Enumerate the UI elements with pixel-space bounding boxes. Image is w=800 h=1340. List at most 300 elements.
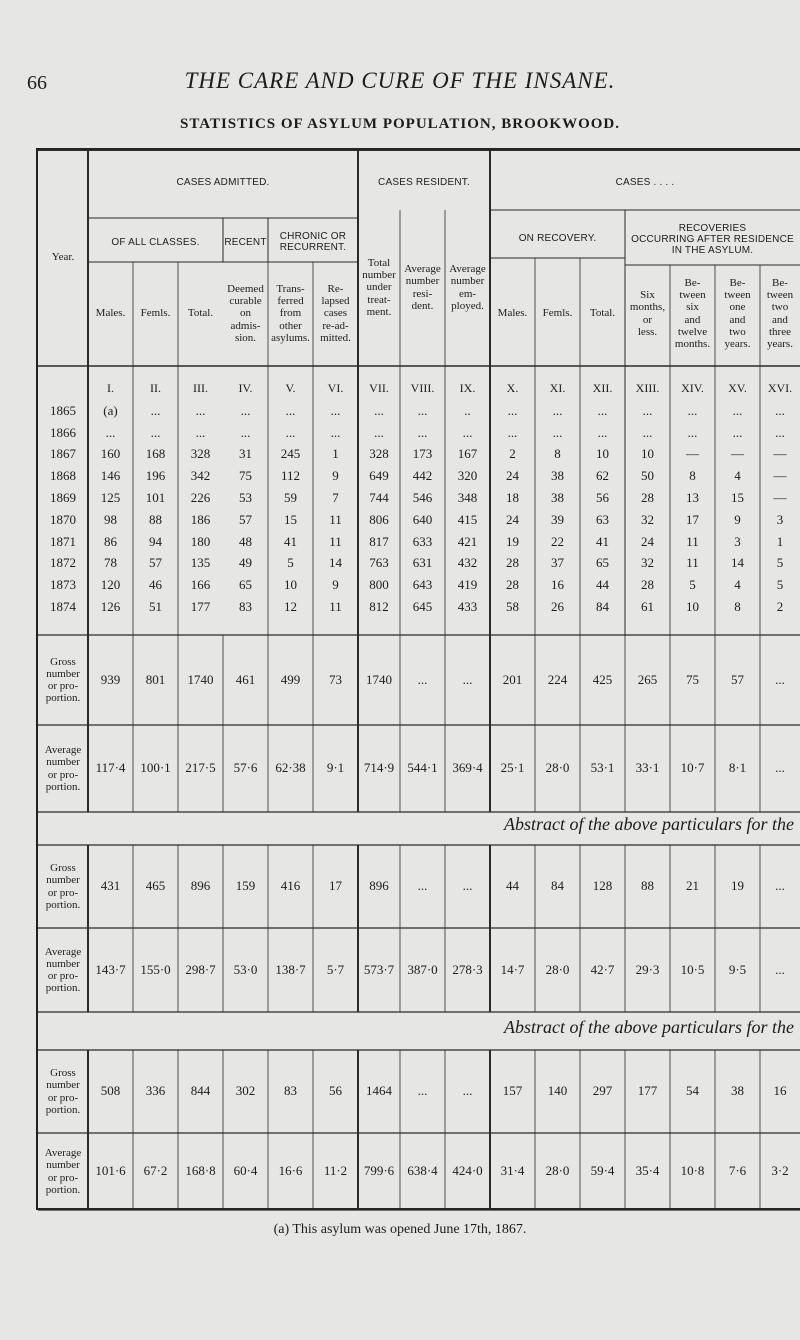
average-cell: 59·4 xyxy=(590,1163,615,1179)
table-cell: 9 xyxy=(734,511,741,527)
table-cell: ... xyxy=(195,424,206,440)
year-cell: 1866 xyxy=(50,424,76,440)
column-numeral-8: VIII. xyxy=(410,381,435,396)
column-header-1: Males. xyxy=(95,307,126,320)
table-cell: 421 xyxy=(457,533,478,549)
gross-cell: 1464 xyxy=(366,1083,392,1099)
table-cell: 546 xyxy=(412,489,433,505)
gross-cell: 84 xyxy=(551,878,564,894)
table-cell: 88 xyxy=(149,511,162,527)
table-cell: 5 xyxy=(776,555,784,571)
table-cell: 167 xyxy=(457,446,478,462)
table-cell: .. xyxy=(464,402,471,418)
average-cell: 11·2 xyxy=(323,1163,348,1179)
table-cell: 226 xyxy=(190,489,211,505)
average-cell: 53·1 xyxy=(590,760,615,776)
gross-cell: 157 xyxy=(502,1083,523,1099)
table-cell: 3 xyxy=(734,533,741,549)
gross-cell: 431 xyxy=(100,878,121,894)
column-numeral-12: XII. xyxy=(592,381,613,396)
table-cell: ... xyxy=(417,402,428,418)
table-cell: 9 xyxy=(332,577,339,593)
table-cell: 806 xyxy=(369,511,389,527)
chronic-or-recurrent-header: CHRONIC OR RECURRENT. xyxy=(279,231,347,253)
gross-number-label: Gross number or pro- portion. xyxy=(45,655,81,705)
average-cell: 62·38 xyxy=(275,760,306,776)
year-cell: 1870 xyxy=(50,511,76,527)
average-cell: 10·7 xyxy=(680,760,705,776)
average-cell: 28·0 xyxy=(545,760,570,776)
average-cell: 35·4 xyxy=(635,1163,660,1179)
table-cell: ... xyxy=(150,402,161,418)
table-cell: 125 xyxy=(100,489,121,505)
gross-cell: 21 xyxy=(686,878,699,894)
table-cell: ... xyxy=(150,424,161,440)
year-cell: 1867 xyxy=(50,446,76,462)
year-cell: 1873 xyxy=(50,577,76,593)
table-cell: 763 xyxy=(369,555,389,571)
average-cell: 42·7 xyxy=(590,961,615,977)
table-cell: 38 xyxy=(551,468,564,484)
table-cell: 101 xyxy=(145,489,166,505)
table-cell: 328 xyxy=(369,446,389,462)
table-cell: 5 xyxy=(287,555,294,571)
table-cell: 7 xyxy=(332,489,339,505)
gross-cell: 336 xyxy=(145,1083,166,1099)
average-cell: 10·5 xyxy=(680,961,705,977)
table-cell: ... xyxy=(105,424,116,440)
average-cell: 9·1 xyxy=(326,760,345,776)
table-cell: ... xyxy=(507,424,518,440)
table-cell: ... xyxy=(642,402,653,418)
average-cell: 31·4 xyxy=(500,1163,525,1179)
column-numeral-7: VII. xyxy=(369,381,389,396)
table-cell: 38 xyxy=(551,489,564,505)
table-cell: (a) xyxy=(103,402,118,418)
table-cell: 177 xyxy=(190,598,211,614)
recoveries-header: RECOVERIES OCCURRING AFTER RESIDENCE IN THE ASYLUM. xyxy=(631,222,794,256)
table-cell: 61 xyxy=(641,598,654,614)
table-cell: 812 xyxy=(369,598,389,614)
column-numeral-6: VI. xyxy=(327,381,344,396)
column-header-5: Trans- ferred from other asylums. xyxy=(271,283,310,344)
gross-cell: 17 xyxy=(329,878,342,894)
average-cell: 217·5 xyxy=(185,760,216,776)
table-cell: 24 xyxy=(641,533,654,549)
column-header-10: Males. xyxy=(497,307,528,320)
table-cell: 86 xyxy=(104,533,117,549)
gross-cell: 896 xyxy=(369,878,389,894)
table-cell: ... xyxy=(597,424,608,440)
average-cell: ... xyxy=(775,760,785,776)
table-cell: 8 xyxy=(554,446,561,462)
table-cell: 800 xyxy=(369,577,389,593)
year-header: Year. xyxy=(51,251,75,264)
table-cell: 14 xyxy=(329,555,342,571)
column-numeral-10: X. xyxy=(506,381,519,396)
table-cell: 11 xyxy=(329,598,342,614)
average-cell: 7·6 xyxy=(728,1163,747,1179)
average-cell: 8·1 xyxy=(728,760,747,776)
column-numeral-14: XIV. xyxy=(681,381,704,396)
gross-cell: 177 xyxy=(637,1083,658,1099)
column-numeral-13: XIII. xyxy=(635,381,660,396)
table-cell: 11 xyxy=(329,533,342,549)
table-cell: — xyxy=(773,446,787,462)
table-cell: ... xyxy=(687,402,698,418)
page-number: 66 xyxy=(27,72,47,94)
average-cell: 155·0 xyxy=(140,961,171,977)
column-header-2: Femls. xyxy=(140,307,171,320)
column-header-15: Be- tween one and two years. xyxy=(724,277,751,350)
average-cell: 5·7 xyxy=(326,961,345,977)
table-cell: ... xyxy=(330,424,341,440)
table-cell: 48 xyxy=(239,533,252,549)
table-cell: 180 xyxy=(190,533,211,549)
average-cell: 28·0 xyxy=(545,1163,570,1179)
running-head: THE CARE AND CURE OF THE INSANE. xyxy=(184,68,616,93)
gross-cell: ... xyxy=(462,671,473,687)
average-cell: 278·3 xyxy=(452,961,483,977)
gross-cell: 159 xyxy=(235,878,256,894)
gross-cell: 88 xyxy=(641,878,654,894)
cases-admitted-header: CASES ADMITTED. xyxy=(176,176,270,188)
of-all-classes-header: OF ALL CLASSES. xyxy=(111,236,200,248)
table-cell: 4 xyxy=(734,577,741,593)
table-cell: ... xyxy=(775,424,785,440)
average-cell: 168·8 xyxy=(185,1163,216,1179)
table-cell: 62 xyxy=(596,468,609,484)
table-cell: — xyxy=(731,446,744,462)
gross-cell: 56 xyxy=(329,1083,342,1099)
table-cell: 3 xyxy=(776,511,784,527)
table-cell: 5 xyxy=(776,577,784,593)
table-cell: ... xyxy=(552,402,563,418)
table-cell: 4 xyxy=(734,468,741,484)
gross-cell: 38 xyxy=(731,1083,744,1099)
table-cell: 84 xyxy=(596,598,609,614)
table-cell: 56 xyxy=(596,489,609,505)
table-cell: ... xyxy=(775,402,785,418)
table-cell: 39 xyxy=(551,511,564,527)
average-cell: 573·7 xyxy=(363,961,395,977)
table-cell: 643 xyxy=(412,577,433,593)
gross-number-label: Gross number or pro- portion. xyxy=(45,862,81,911)
table-cell: 2 xyxy=(776,598,784,614)
gross-cell: 499 xyxy=(280,671,301,687)
table-cell: 32 xyxy=(641,511,654,527)
gross-cell: 425 xyxy=(592,671,613,687)
table-cell: 44 xyxy=(596,577,609,593)
column-header-6: Re- lapsed cases re-ad- mitted. xyxy=(320,283,351,344)
table-cell: 18 xyxy=(506,489,519,505)
table-cell: 10 xyxy=(641,446,654,462)
gross-cell: 896 xyxy=(190,878,211,894)
cases-resident-header: CASES RESIDENT. xyxy=(378,176,470,188)
table-cell: 1 xyxy=(776,533,784,549)
table-cell: ... xyxy=(195,402,206,418)
table-cell: 31 xyxy=(239,446,252,462)
gross-cell: ... xyxy=(775,878,785,894)
table-cell: 41 xyxy=(596,533,609,549)
table-cell: 433 xyxy=(457,598,478,614)
average-cell: 799·6 xyxy=(363,1163,395,1179)
gross-cell: 1740 xyxy=(366,671,392,687)
table-cell: 245 xyxy=(280,446,301,462)
table-cell: 415 xyxy=(457,511,478,527)
average-cell: 369·4 xyxy=(452,760,483,776)
table-cell: 640 xyxy=(412,511,433,527)
table-cell: ... xyxy=(687,424,698,440)
table-cell: 28 xyxy=(506,555,519,571)
column-numeral-16: XVI. xyxy=(767,381,793,396)
table-cell: 26 xyxy=(551,598,564,614)
table-cell: 633 xyxy=(412,533,433,549)
year-cell: 1868 xyxy=(50,468,76,484)
table-cell: 65 xyxy=(239,577,252,593)
table-cell: 65 xyxy=(596,555,609,571)
average-cell: 60·4 xyxy=(233,1163,258,1179)
table-cell: 98 xyxy=(104,511,117,527)
year-cell: 1869 xyxy=(50,489,76,505)
table-cell: 348 xyxy=(457,489,478,505)
table-cell: 53 xyxy=(239,489,252,505)
table-cell: 49 xyxy=(239,555,252,571)
table-cell: 8 xyxy=(689,468,696,484)
table-cell: 11 xyxy=(686,555,699,571)
column-header-11: Femls. xyxy=(542,307,573,320)
average-cell: 101·6 xyxy=(95,1163,126,1179)
table-cell: 126 xyxy=(100,598,121,614)
gross-cell: ... xyxy=(462,878,473,894)
table-cell: 59 xyxy=(284,489,297,505)
column-numeral-11: XI. xyxy=(549,381,566,396)
gross-cell: ... xyxy=(417,878,428,894)
gross-cell: 302 xyxy=(235,1083,256,1099)
gross-cell: 19 xyxy=(731,878,744,894)
table-cell: 58 xyxy=(506,598,519,614)
gross-cell: ... xyxy=(462,1083,473,1099)
year-cell: 1865 xyxy=(50,402,76,418)
cases-header: CASES . . . . xyxy=(615,176,675,188)
table-cell: ... xyxy=(462,424,473,440)
average-cell: 67·2 xyxy=(143,1163,168,1179)
table-cell: 32 xyxy=(641,555,654,571)
table-cell: 78 xyxy=(104,555,117,571)
column-header-9: Average number em- ployed. xyxy=(449,263,486,312)
table-cell: 24 xyxy=(506,468,519,484)
table-cell: 168 xyxy=(145,446,166,462)
average-cell: 16·6 xyxy=(278,1163,303,1179)
table-cell: 166 xyxy=(190,577,211,593)
table-cell: 24 xyxy=(506,511,519,527)
gross-cell: 54 xyxy=(686,1083,699,1099)
gross-cell: 224 xyxy=(547,671,568,687)
table-cell: 28 xyxy=(641,489,654,505)
column-header-14: Be- tween six and twelve months. xyxy=(674,277,711,350)
column-header-8: Average number resi- dent. xyxy=(404,263,441,312)
gross-cell: 75 xyxy=(686,671,699,687)
table-cell: 2 xyxy=(509,446,516,462)
average-number-label: Average number or pro- portion. xyxy=(44,744,82,793)
average-cell: 544·1 xyxy=(407,760,438,776)
table-cell: 649 xyxy=(369,468,389,484)
table-cell: ... xyxy=(374,402,384,418)
average-cell: 53·0 xyxy=(233,961,258,977)
table-cell: 744 xyxy=(369,489,389,505)
table-cell: ... xyxy=(240,424,251,440)
gross-cell: 128 xyxy=(592,878,613,894)
table-cell: 631 xyxy=(412,555,433,571)
table-cell: 8 xyxy=(734,598,741,614)
table-cell: 173 xyxy=(412,446,433,462)
gross-cell: 140 xyxy=(547,1083,568,1099)
table-cell: — xyxy=(686,446,699,462)
average-cell: 117·4 xyxy=(95,760,126,776)
table-cell: — xyxy=(773,468,787,484)
gross-cell: 416 xyxy=(280,878,301,894)
table-cell: 46 xyxy=(149,577,162,593)
abstract-heading: Abstract of the above particulars for the xyxy=(504,1017,794,1037)
column-numeral-9: IX. xyxy=(459,381,476,396)
table-cell: 15 xyxy=(731,489,744,505)
average-cell: 28·0 xyxy=(545,961,570,977)
table-cell: 186 xyxy=(190,511,211,527)
gross-cell: 73 xyxy=(329,671,342,687)
gross-cell: 297 xyxy=(592,1083,613,1099)
table-cell: — xyxy=(773,489,787,505)
average-cell: 298·7 xyxy=(185,961,216,977)
column-header-12: Total. xyxy=(589,307,616,320)
column-numeral-2: II. xyxy=(150,381,161,396)
table-cell: ... xyxy=(732,402,743,418)
table-cell: 9 xyxy=(332,468,339,484)
table-cell: 11 xyxy=(329,511,342,527)
gross-cell: 201 xyxy=(502,671,523,687)
average-cell: 25·1 xyxy=(500,760,525,776)
average-cell: 14·7 xyxy=(500,961,525,977)
table-cell: ... xyxy=(507,402,518,418)
table-cell: ... xyxy=(374,424,384,440)
table-cell: 5 xyxy=(689,577,696,593)
gross-cell: 465 xyxy=(145,878,166,894)
column-header-4: Deemed curable on admis- sion. xyxy=(227,283,264,344)
table-cell: 442 xyxy=(412,468,433,484)
table-cell: ... xyxy=(330,402,341,418)
table-cell: 17 xyxy=(686,511,699,527)
table-cell: 432 xyxy=(457,555,478,571)
gross-cell: 57 xyxy=(731,671,744,687)
table-cell: 41 xyxy=(284,533,297,549)
abstract-heading: Abstract of the above particulars for the xyxy=(504,814,794,834)
year-cell: 1871 xyxy=(50,533,76,549)
gross-cell: 44 xyxy=(506,878,519,894)
average-cell: 3·2 xyxy=(771,1163,789,1179)
on-recovery-header: ON RECOVERY. xyxy=(518,232,597,244)
table-cell: 419 xyxy=(457,577,478,593)
table-cell: 342 xyxy=(190,468,211,484)
table-cell: ... xyxy=(285,424,296,440)
table-cell: 817 xyxy=(369,533,389,549)
table-cell: ... xyxy=(642,424,653,440)
table-cell: 10 xyxy=(596,446,609,462)
average-cell: 100·1 xyxy=(140,760,171,776)
gross-cell: 939 xyxy=(100,671,121,687)
year-cell: 1874 xyxy=(50,598,76,614)
table-cell: ... xyxy=(732,424,743,440)
footnote: (a) This asylum was opened June 17th, 1867. xyxy=(273,1222,527,1237)
average-cell: 57·6 xyxy=(233,760,258,776)
table-cell: 57 xyxy=(239,511,252,527)
average-cell: 29·3 xyxy=(635,961,660,977)
table-cell: 14 xyxy=(731,555,744,571)
table-cell: 19 xyxy=(506,533,519,549)
column-header-13: Six months, or less. xyxy=(629,289,666,338)
table-cell: 16 xyxy=(551,577,564,593)
table-cell: 83 xyxy=(239,598,252,614)
table-cell: 28 xyxy=(641,577,654,593)
average-number-label: Average number or pro- portion. xyxy=(44,945,82,995)
column-header-3: Total. xyxy=(187,307,214,320)
average-cell: 143·7 xyxy=(95,961,126,977)
gross-cell: 265 xyxy=(637,671,658,687)
average-cell: 424·0 xyxy=(452,1163,483,1179)
average-cell: 10·8 xyxy=(680,1163,705,1179)
table-cell: ... xyxy=(417,424,428,440)
column-numeral-15: XV. xyxy=(728,381,747,396)
table-cell: 320 xyxy=(457,468,478,484)
gross-cell: 16 xyxy=(773,1083,787,1099)
table-cell: 51 xyxy=(149,598,162,614)
table-cell: 10 xyxy=(686,598,699,614)
table-title: STATISTICS OF ASYLUM POPULATION, BROOKWOOD. xyxy=(179,116,620,132)
table-cell: 1 xyxy=(332,446,339,462)
table-cell: 135 xyxy=(190,555,211,571)
table-cell: 12 xyxy=(284,598,297,614)
gross-cell: ... xyxy=(417,671,428,687)
table-cell: 13 xyxy=(686,489,699,505)
average-number-label: Average number or pro- portion. xyxy=(44,1147,82,1196)
table-cell: 37 xyxy=(551,555,564,571)
table-cell: 10 xyxy=(284,577,297,593)
table-cell: 11 xyxy=(686,533,699,549)
table-cell: 120 xyxy=(100,577,121,593)
table-cell: ... xyxy=(552,424,563,440)
average-cell: 33·1 xyxy=(635,760,660,776)
gross-cell: ... xyxy=(417,1083,428,1099)
average-cell: 387·0 xyxy=(407,961,438,977)
table-cell: 94 xyxy=(149,533,162,549)
gross-cell: 461 xyxy=(235,671,256,687)
table-cell: 328 xyxy=(190,446,211,462)
average-cell: 638·4 xyxy=(407,1163,438,1179)
table-cell: 22 xyxy=(551,533,564,549)
column-header-7: Total number under treat- ment. xyxy=(362,257,396,318)
year-cell: 1872 xyxy=(50,555,76,571)
table-cell: 75 xyxy=(239,468,252,484)
gross-cell: 1740 xyxy=(187,671,214,687)
average-cell: 138·7 xyxy=(275,961,306,977)
table-cell: 160 xyxy=(100,446,121,462)
average-cell: ... xyxy=(775,961,785,977)
table-cell: 645 xyxy=(412,598,433,614)
column-numeral-4: IV. xyxy=(238,381,253,396)
column-numeral-1: I. xyxy=(107,381,114,396)
table-cell: 146 xyxy=(100,468,121,484)
table-cell: ... xyxy=(240,402,251,418)
table-cell: ... xyxy=(285,402,296,418)
gross-cell: 801 xyxy=(145,671,166,687)
